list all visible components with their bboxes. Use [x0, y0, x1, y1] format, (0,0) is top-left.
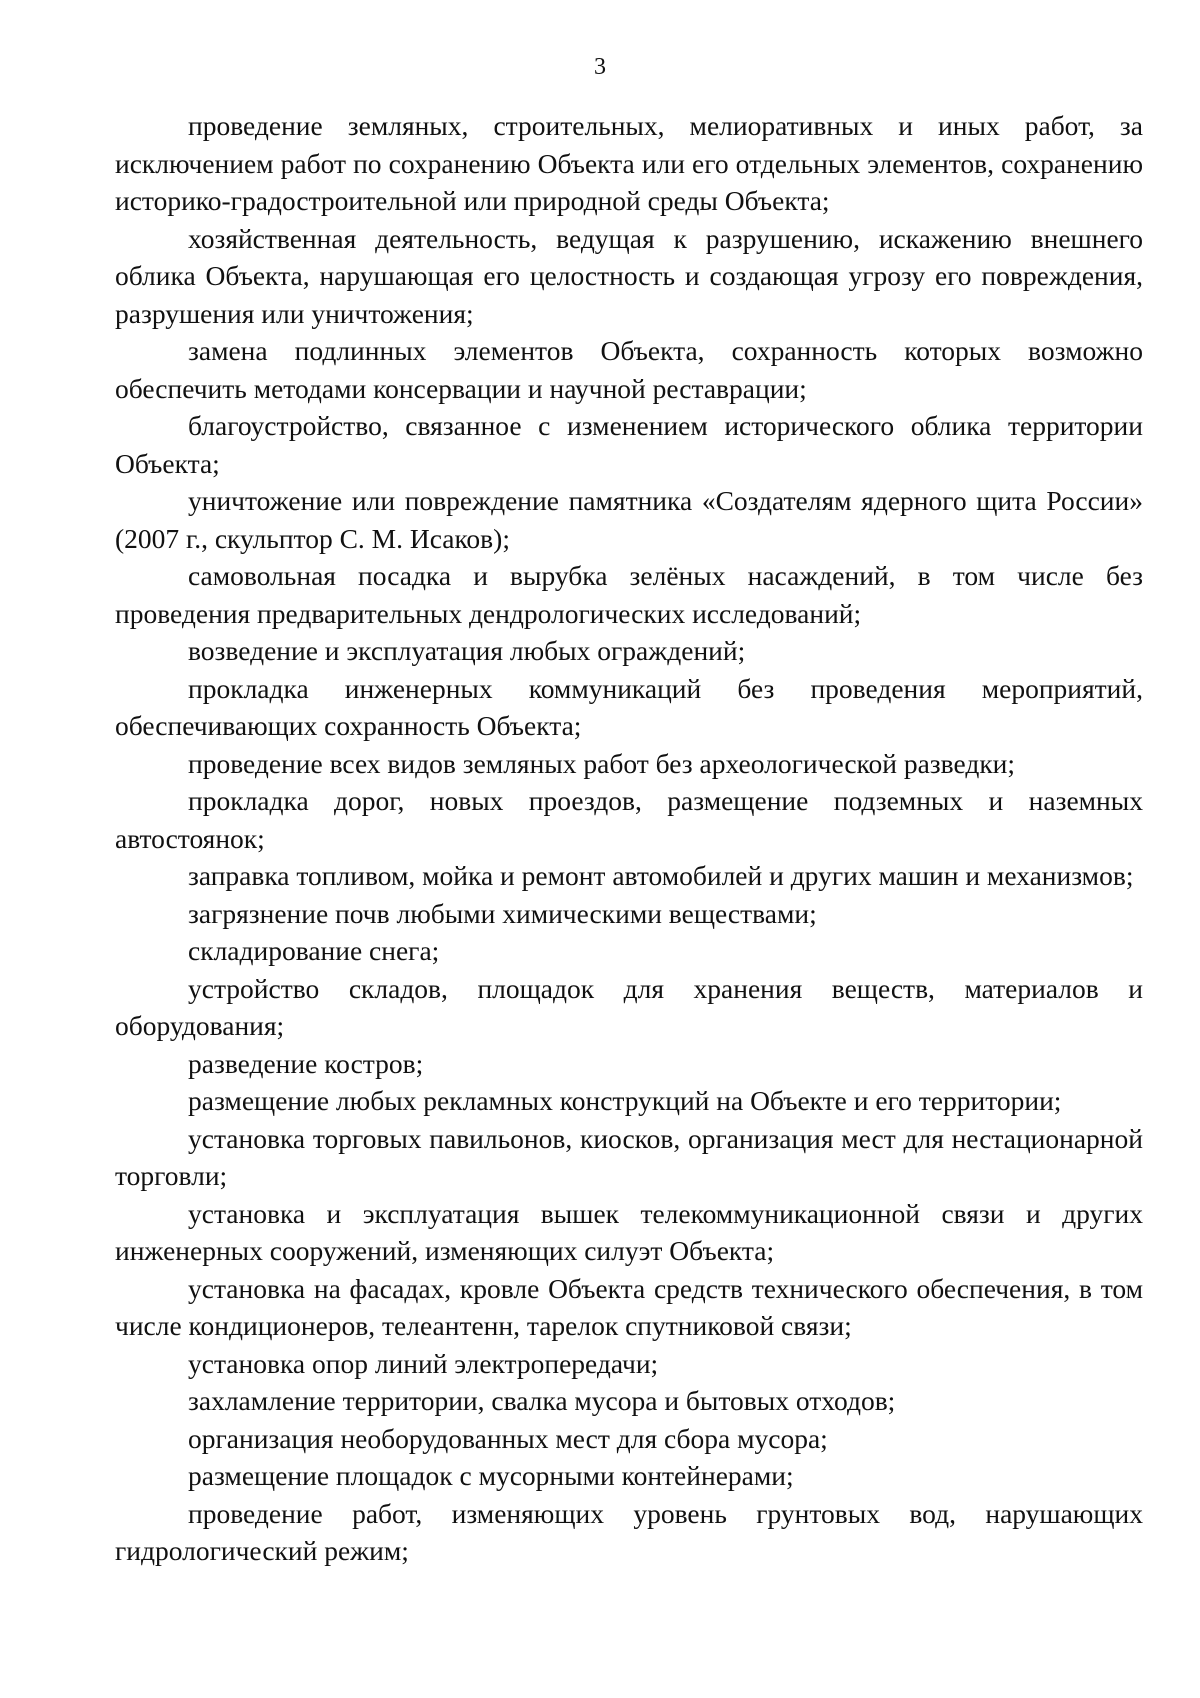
paragraph: загрязнение почв любыми химическими веществами; [188, 897, 817, 929]
paragraph: благоустройство, связанное с изменением исторического облика территории Объекта; [115, 410, 1143, 479]
document-body [115, 107, 1143, 1570]
paragraph: проведение всех видов земляных работ без археологической разведки; [188, 747, 1016, 779]
paragraph: прокладка дорог, новых проездов, размещение подземных и наземных автостоянок; [115, 785, 1143, 854]
paragraph: размещение площадок с мусорными контейнерами; [188, 1460, 794, 1491]
paragraph: организация необорудованных мест для сбора мусора; [188, 1422, 828, 1454]
paragraph: установка и эксплуатация вышек телекоммуникационной связи и других инженерных сооружений, изменяющих силуэт Объекта; [115, 1197, 1143, 1266]
paragraph: проведение работ, изменяющих уровень грунтовых вод, нарушающих гидрологический режим; [115, 1497, 1143, 1566]
paragraph: прокладка инженерных коммуникаций без проведения мероприятий, обеспечивающих сохранность Объекта; [115, 672, 1143, 741]
paragraph: проведение земляных, строительных, мелиоративных и иных работ, за исключением работ по сохранению Объекта или его отдельных элементов, сохранению историко-градостроительной или природной среды Объекта; [115, 110, 1143, 216]
page-number: 3 [594, 54, 606, 80]
paragraph: устройство складов, площадок для хранения веществ, материалов и оборудования; [115, 972, 1143, 1041]
paragraph: установка торговых павильонов, киосков, организация мест для нестационарной торговли; [115, 1122, 1143, 1191]
paragraph: заправка топливом, мойка и ремонт автомобилей и других машин и механизмов; [188, 860, 1134, 891]
paragraph: уничтожение или повреждение памятника «Создателям ядерного щита России» (2007 г., скульптор С. М. Исаков); [115, 485, 1143, 554]
paragraph: замена подлинных элементов Объекта, сохранность которых возможно обеспечить методами консервации и научной реставрации; [115, 335, 1143, 404]
paragraph: разведение костров; [188, 1047, 424, 1079]
paragraph: установка на фасадах, кровле Объекта средств технического обеспечения, в том числе кондиционеров, телеантенн, тарелок спутниковой связи; [115, 1272, 1143, 1341]
paragraph: складирование снега; [188, 935, 440, 966]
paragraph: возведение и эксплуатация любых ограждений; [188, 635, 746, 666]
paragraph: размещение любых рекламных конструкций на Объекте и его территории; [188, 1085, 1062, 1116]
paragraph: хозяйственная деятельность, ведущая к разрушению, искажению внешнего облика Объекта, нарушающая его целостность и создающая угрозу его повреждения, разрушения или уничтожения; [115, 222, 1143, 329]
paragraph: самовольная посадка и вырубка зелёных насаждений, в том числе без проведения предварительных дендрологических исследований; [115, 560, 1143, 629]
paragraph: захламление территории, свалка мусора и бытовых отходов; [188, 1385, 896, 1416]
paragraph: установка опор линий электропередачи; [188, 1347, 659, 1379]
